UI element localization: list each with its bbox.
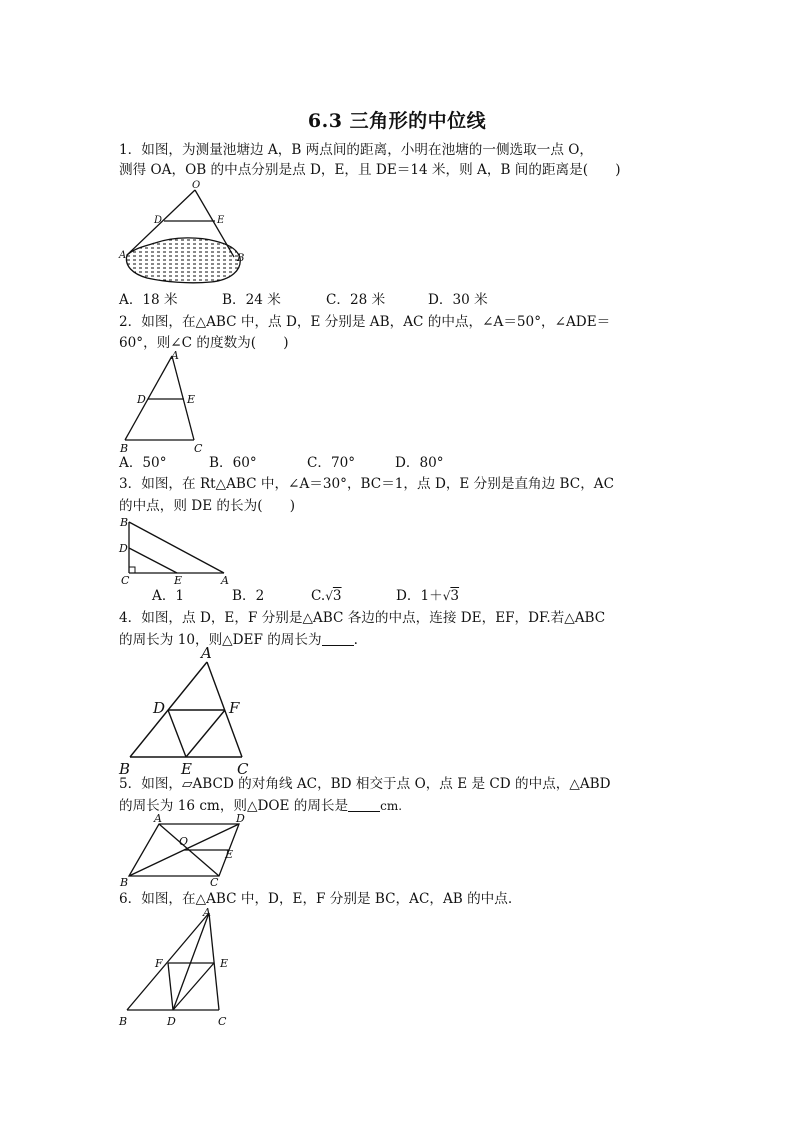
q1-pond-figure <box>115 178 255 290</box>
label-A: A <box>201 644 212 662</box>
label-B: B <box>120 442 129 455</box>
q4-text-line1: 4．如图，点 D，E，F 分别是△ABC 各边的中点，连接 DE，EF，DF.若△ABC <box>119 610 606 626</box>
q2-text-line2: 60°，则∠C 的度数为( ) <box>119 335 289 351</box>
q2-text-line1: 2．如图，在△ABC 中，点 D，E 分别是 AB，AC 的中点，∠A＝50°，∠ADE＝ <box>119 314 611 330</box>
label-D: D <box>119 542 128 555</box>
q5-text-line2: 的周长为 16 cm，则△DOE 的周长是 cm. <box>119 798 403 814</box>
q3-text-line2: 的中点，则 DE 的长为( ) <box>119 498 296 514</box>
label-A: A <box>154 812 162 825</box>
label-B: B <box>237 253 245 264</box>
q5-parallelogram-figure <box>117 812 257 888</box>
label-A: A <box>171 349 179 362</box>
q6-triangle-figure <box>117 903 242 1033</box>
label-B: B <box>119 760 131 778</box>
page-title: 6.3 三角形的中位线 <box>307 110 487 132</box>
q3-option-a: A．1 <box>152 588 185 604</box>
label-A: A <box>221 574 229 587</box>
label-E: E <box>187 393 196 406</box>
label-E: E <box>220 957 229 970</box>
q6-text-line1: 6．如图，在△ABC 中，D，E，F 分别是 BC，AC，AB 的中点. <box>119 891 513 907</box>
q3-text-line1: 3．如图，在 Rt△ABC 中，∠A＝30°，BC＝1，点 D，E 分别是直角边 BC，AC <box>119 476 615 492</box>
q1-option-d: D．30 米 <box>428 292 488 308</box>
label-F: F <box>155 957 163 970</box>
q3-option-b: B．2 <box>232 588 265 604</box>
label-O: O <box>179 835 189 848</box>
label-B: B <box>120 516 129 529</box>
label-B: B <box>119 1015 128 1028</box>
q1-text-line2: 测得 OA，OB 的中点分别是点 D，E，且 DE＝14 米，则 A，B 间的距离是( ) <box>119 162 621 178</box>
label-C: C <box>210 876 219 889</box>
label-F: F <box>229 699 240 717</box>
label-D: D <box>137 393 146 406</box>
label-E: E <box>225 848 234 861</box>
q1-option-a: A．18 米 <box>119 292 178 308</box>
q3-option-c: C.√3 <box>311 588 342 604</box>
q5-text-line1: 5．如图，▱ABCD 的对角线 AC，BD 相交于点 O，点 E 是 CD 的中点，△ABD <box>119 776 611 792</box>
label-C: C <box>121 574 130 587</box>
q3-option-d: D．1＋√3 <box>396 588 460 604</box>
label-A: A <box>203 906 211 919</box>
q2-option-b: B．60° <box>209 455 257 471</box>
pond-shape <box>126 238 240 283</box>
label-C: C <box>237 760 249 778</box>
q5-answer-blank[interactable] <box>348 797 380 812</box>
q2-option-d: D．80° <box>395 455 444 471</box>
label-C: C <box>218 1015 227 1028</box>
label-E: E <box>181 760 192 778</box>
q4-midpoint-triangle-figure <box>117 644 257 776</box>
q4-answer-blank[interactable] <box>322 631 354 646</box>
q2-option-c: C．70° <box>307 455 356 471</box>
q3-right-triangle-figure <box>117 515 237 590</box>
label-C: C <box>194 442 203 455</box>
q1-text-line1: 1．如图，为测量池塘边 A，B 两点间的距离，小明在池塘的一侧选取一点 O， <box>119 142 593 158</box>
label-O: O <box>192 180 201 191</box>
q2-triangle-figure <box>117 346 217 456</box>
q2-option-a: A．50° <box>119 455 167 471</box>
q4-text-line2: 的周长为 10，则△DEF 的周长为 . <box>119 632 358 648</box>
label-E: E <box>174 574 183 587</box>
label-D: D <box>153 699 166 717</box>
label-D: D <box>236 812 245 825</box>
q1-option-b: B．24 米 <box>222 292 281 308</box>
label-D: D <box>154 215 163 226</box>
label-D: D <box>167 1015 176 1028</box>
label-E: E <box>217 215 225 226</box>
label-B: B <box>120 876 129 889</box>
q1-option-c: C．28 米 <box>326 292 386 308</box>
label-A: A <box>119 250 127 261</box>
